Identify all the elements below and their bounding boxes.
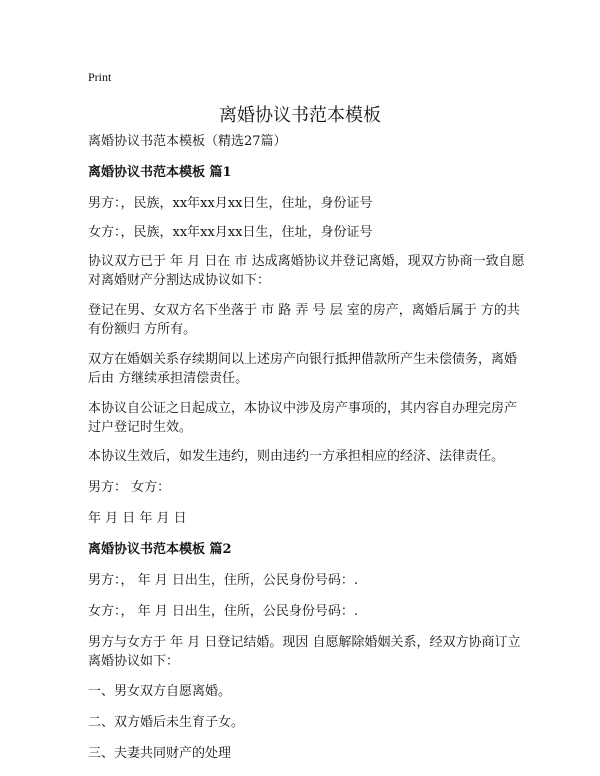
section-heading-1: 离婚协议书范本模板 篇1 bbox=[88, 165, 232, 180]
paragraph: 一、男女双方自愿离婚。 bbox=[88, 684, 232, 699]
paragraph: 双方在婚姻关系存续期间以上述房产向银行抵押借款所产生未偿债务，离婚后由 方继续承担清偿责任。 bbox=[88, 352, 518, 386]
date-line: 年 月 日 年 月 日 bbox=[88, 511, 187, 526]
paragraph: 男方与女方于 年 月 日登记结婚。现因 自愿解除婚姻关系，经双方协商订立离婚协议如下： bbox=[88, 635, 521, 669]
print-link[interactable]: Print bbox=[88, 70, 112, 84]
paragraph: 女方：，民族，xx年xx月xx日生，住址，身份证号 bbox=[88, 225, 373, 240]
spacer bbox=[88, 339, 528, 350]
spacer bbox=[88, 388, 528, 399]
spacer bbox=[88, 528, 528, 540]
spacer bbox=[88, 621, 528, 633]
spacer bbox=[88, 590, 528, 602]
spacer bbox=[88, 671, 528, 682]
paragraph: 本协议自公证之日起成立，本协议中涉及房产事项的，其内容自办理完房产过户登记时生效。 bbox=[88, 401, 518, 435]
spacer bbox=[88, 242, 528, 252]
spacer bbox=[88, 151, 528, 163]
paragraph: 协议双方已于 年 月 日在 市 达成离婚协议并登记离婚，现双方协商一致自愿对离婚财产分割达成协议如下： bbox=[88, 254, 525, 288]
spacer bbox=[88, 437, 528, 447]
section-heading-2: 离婚协议书范本模板 篇2 bbox=[88, 542, 232, 557]
paragraph: 本协议生效后，如发生违约，则由违约一方承担相应的经济、法律责任。 bbox=[88, 449, 505, 464]
spacer bbox=[88, 213, 528, 223]
spacer bbox=[88, 497, 528, 509]
paragraph: 男方：， 年 月 日出生，住所，公民身份号码：. bbox=[88, 573, 359, 588]
signature-line: 男方： 女方： bbox=[88, 480, 171, 495]
spacer bbox=[88, 290, 528, 301]
paragraph: 二、双方婚后未生育子女。 bbox=[88, 715, 245, 730]
spacer bbox=[88, 466, 528, 478]
paragraph: 女方：， 年 月 日出生，住所，公民身份号码：. bbox=[88, 604, 359, 619]
paragraph: 登记在男、女双方名下坐落于 市 路 弄 号 层 室的房产，离婚后属于 方的共有份额归 方所有。 bbox=[88, 303, 520, 337]
spacer bbox=[88, 182, 528, 194]
paragraph: 三、夫妻共同财产的处理 bbox=[88, 746, 232, 761]
document-subtitle: 离婚协议书范本模板（精选27篇） bbox=[88, 134, 287, 149]
spacer bbox=[88, 701, 528, 713]
paragraph: 男方：，民族，xx年xx月xx日生，住址，身份证号 bbox=[88, 196, 373, 211]
document-title: 离婚协议书范本模板 bbox=[219, 105, 381, 126]
spacer bbox=[88, 559, 528, 571]
document-content bbox=[88, 132, 528, 763]
spacer bbox=[88, 732, 528, 744]
